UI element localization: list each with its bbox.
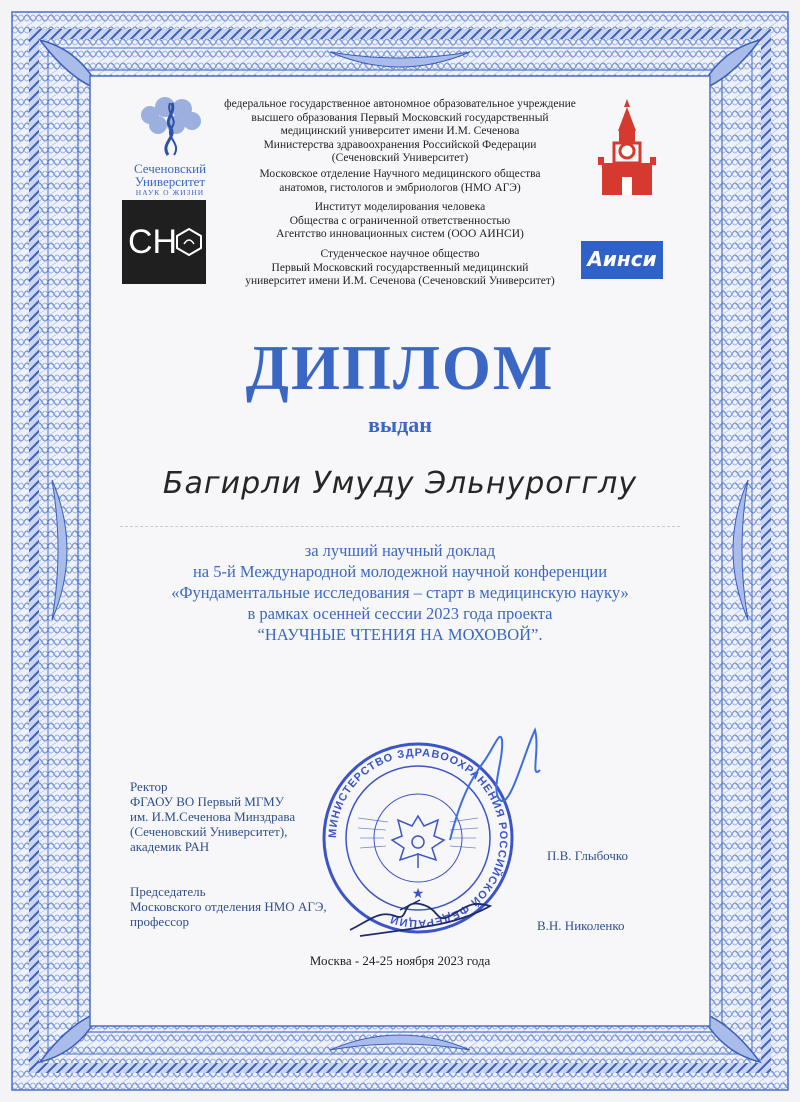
sechenov-logo-line1: Сеченовский: [133, 161, 207, 176]
award-line: “НАУЧНЫЕ ЧТЕНИЯ НА МОХОВОЙ”.: [257, 625, 543, 644]
seal-text: МИНИСТЕРСТВО ЗДРАВООХРАНЕНИЯ РОССИЙСКОЙ ФЕДЕРАЦИИ: [326, 746, 510, 930]
award-description: [100, 540, 700, 645]
chairman-signature: [340, 880, 510, 940]
kremlin-tower-icon: [592, 97, 662, 197]
rector-signature: [440, 720, 550, 850]
header-line: федеральное государственное автономное образовательное учреждение: [224, 98, 576, 110]
award-line: на 5-й Международной молодежной научной конференции: [192, 562, 608, 581]
ainsi-logo-text: Аинси: [587, 247, 657, 271]
header-line: Общества с ограниченной ответственностью: [289, 214, 511, 227]
sechenov-logo-line2: Университет: [134, 174, 206, 189]
position-line: Председатель: [130, 884, 206, 899]
position-line: Ректор: [130, 779, 168, 794]
header-line: Студенческое научное общество: [320, 248, 480, 260]
chairman-position: [130, 884, 327, 929]
header-institute-block: [200, 201, 600, 242]
hexagon-icon: [176, 228, 202, 256]
cn-logo: [122, 200, 206, 284]
name-divider: [120, 526, 680, 527]
header-line: Московское отделение Научного медицинского общества: [259, 168, 541, 180]
recipient-name: Багирли Умуду Эльнурогглу: [162, 466, 638, 501]
header-line: (Сеченовский Университет): [331, 152, 469, 164]
chairman-name: В.Н. Николенко: [537, 918, 625, 933]
diploma-title: ДИПЛОМ: [245, 333, 555, 403]
diploma-subtitle: выдан: [368, 412, 432, 437]
header-student-society-block: [200, 248, 600, 289]
header-line: университет имени И.М. Сеченова (Сеченовский Университет): [245, 275, 555, 287]
header-line: высшего образования Первый Московский государственный: [251, 111, 549, 124]
position-line: ФГАОУ ВО Первый МГМУ: [130, 794, 284, 809]
header-line: Агентство инновационных систем (ООО АИНСИ): [276, 228, 524, 240]
cn-logo-text: CH: [128, 223, 178, 261]
position-line: академик РАН: [130, 839, 210, 854]
svg-text:★: ★: [411, 887, 425, 902]
header-line: Министерства здравоохранения Российской Федерации: [263, 138, 537, 151]
header-line: Институт моделирования человека: [314, 201, 486, 213]
header-line: Первый Московский государственный медицинский: [271, 261, 529, 274]
award-line: «Фундаментальные исследования – старт в медицинскую науку»: [171, 583, 629, 602]
rector-name: П.В. Глыбочко: [547, 848, 629, 863]
position-line: им. И.М.Сеченова Минздрава: [130, 809, 296, 824]
position-line: Московского отделения НМО АГЭ,: [130, 899, 327, 914]
header-society-block: [200, 168, 600, 195]
sechenov-logo-tagline: НАУК О ЖИЗНИ: [135, 188, 205, 197]
place-and-date: Москва - 24-25 ноября 2023 года: [309, 953, 491, 968]
position-line: (Сеченовский Университет),: [130, 824, 288, 839]
header-line: анатомов, гистологов и эмбриологов (НМО АГЭ): [279, 181, 521, 194]
header-line: медицинский университет имени И.М. Сеченова: [280, 125, 520, 137]
rector-position: [130, 779, 295, 854]
position-line: профессор: [130, 914, 190, 929]
award-line: в рамках осенней сессии 2023 года проекта: [247, 604, 553, 623]
eagle-emblem-icon: [392, 816, 444, 868]
header-organization-block: [200, 98, 600, 166]
award-line: за лучший научный доклад: [304, 541, 496, 560]
